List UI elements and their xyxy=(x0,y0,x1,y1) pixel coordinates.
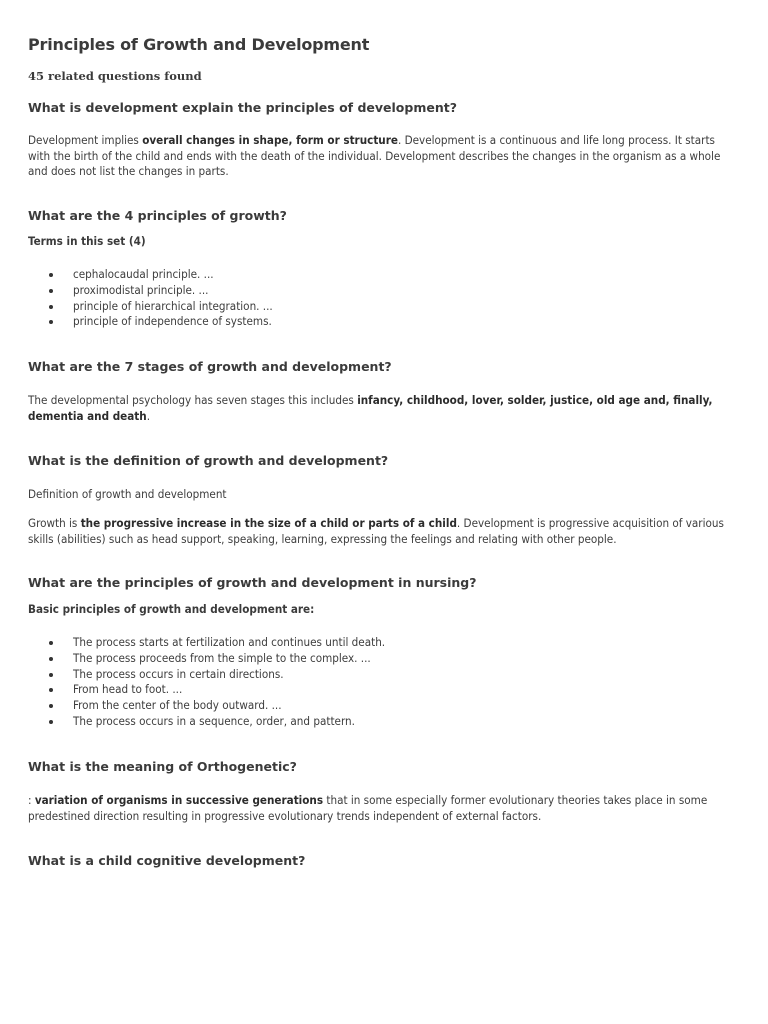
question-heading: What is the definition of growth and development? xyxy=(28,453,389,468)
answer-bold-text: variation of organisms in successive generations xyxy=(34,793,324,807)
answer-paragraph xyxy=(28,393,740,424)
question-heading: What are the 4 principles of growth? xyxy=(28,208,287,223)
answer-text: : xyxy=(28,793,35,807)
answer-paragraph xyxy=(28,133,740,180)
list-item xyxy=(28,682,385,698)
answer-bold-text: overall changes in shape, form or structure xyxy=(142,133,398,147)
bullet-list xyxy=(28,635,385,730)
bullet-icon xyxy=(49,673,53,677)
answer-text: that in some especially former evolutionary theories takes place in some predestined direction resulting in progressive evolutionary trends independent of external factors. xyxy=(28,793,708,823)
answer-text: Growth is xyxy=(28,516,81,530)
answer-text: . Development is a continuous and life long process. It starts with the birth of the child and ends with the death of the individual. Development describes the changes in the organism as a whole and does not list the changes in parts. xyxy=(28,133,721,179)
bullet-icon xyxy=(49,688,53,692)
list-item xyxy=(28,635,385,651)
list-item xyxy=(28,714,385,730)
list-item xyxy=(28,314,273,330)
answer-bold-text: the progressive increase in the size of a child or parts of a child xyxy=(80,516,457,530)
list-item-text: The process starts at fertilization and continues until death. xyxy=(73,635,386,649)
list-subheading: Basic principles of growth and development are: xyxy=(28,602,315,616)
bullet-list xyxy=(28,267,273,330)
answer-bold-text: infancy, childhood, lover, solder, justice, old age and, finally, dementia and death xyxy=(28,393,713,423)
bullet-icon xyxy=(49,289,53,293)
list-item-text: From the center of the body outward. ... xyxy=(73,698,282,713)
answer-text: The developmental psychology has seven stages this includes xyxy=(28,393,358,407)
list-item-text: cephalocaudal principle. ... xyxy=(73,267,214,281)
page-title: Principles of Growth and Development xyxy=(28,35,370,54)
bullet-icon xyxy=(49,704,53,708)
question-heading: What are the principles of growth and development in nursing? xyxy=(28,575,477,590)
question-heading: What are the 7 stages of growth and development? xyxy=(28,359,392,374)
list-item-text: The process proceeds from the simple to the complex. ... xyxy=(73,650,371,665)
answer-text: . Development is progressive acquisition of various skills (abilities) such as head support, speaking, learning, expressing the feelings and relating with other people. xyxy=(28,516,724,546)
question-heading: What is a child cognitive development? xyxy=(28,853,306,868)
list-item xyxy=(28,283,273,299)
list-item-text: The process occurs in certain directions. xyxy=(73,666,284,681)
answer-text: Development implies xyxy=(28,133,143,147)
question-heading: What is development explain the principles of development? xyxy=(28,100,457,115)
list-item xyxy=(28,267,273,283)
question-heading: What is the meaning of Orthogenetic? xyxy=(28,759,297,774)
list-subheading: Terms in this set (4) xyxy=(28,234,146,248)
list-item xyxy=(28,299,273,315)
list-item-text: From head to foot. ... xyxy=(73,682,183,697)
answer-paragraph xyxy=(28,516,740,547)
list-item xyxy=(28,651,385,667)
bullet-icon xyxy=(49,273,53,277)
list-item-text: principle of independence of systems. xyxy=(73,314,272,329)
list-item-text: The process occurs in a sequence, order, and pattern. xyxy=(73,713,355,728)
bullet-icon xyxy=(49,720,53,724)
answer-paragraph xyxy=(28,793,740,824)
list-item xyxy=(28,667,385,683)
definition-label: Definition of growth and development xyxy=(28,487,227,501)
answer-text: . xyxy=(146,408,151,423)
list-item-text: principle of hierarchical integration. ... xyxy=(73,298,273,313)
bullet-icon xyxy=(49,320,53,324)
list-item xyxy=(28,698,385,714)
list-item-text: proximodistal principle. ... xyxy=(73,282,209,297)
related-questions-count: 45 related questions found xyxy=(28,69,202,83)
bullet-icon xyxy=(49,657,53,661)
bullet-icon xyxy=(49,641,53,645)
bullet-icon xyxy=(49,305,53,309)
